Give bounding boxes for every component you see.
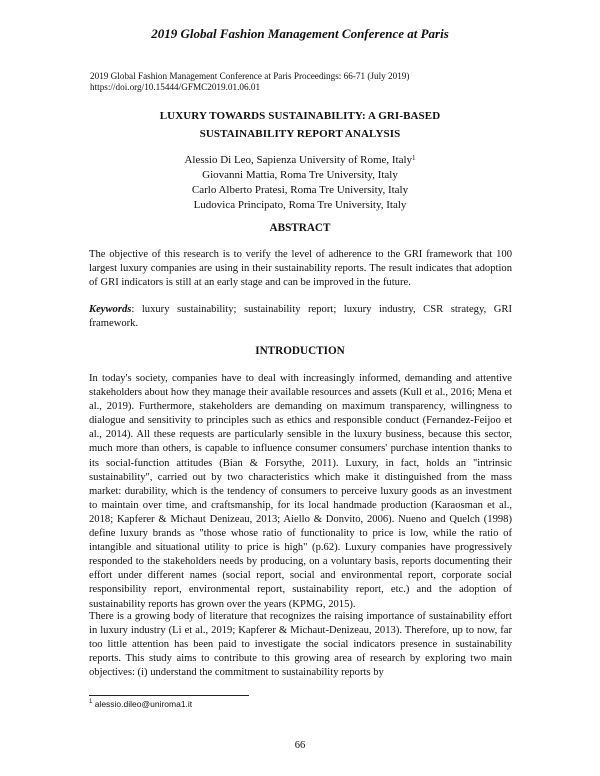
footnote [89, 699, 192, 709]
intro-paragraph-2: There is a growing body of literature that recognizes the raising importance of sustainability effort in luxury industry (Li et al., 2019; Kapferer & Michaut-Denizeau, 2013). Therefore, up to now, far too little attention has been paid to investigate the social indicators presence in sustainability reports. This study aims to contribute to this growing area of research by exploring two main objectives: (i) understand the commitment to sustainability reports by [89, 611, 512, 679]
paper-title [0, 107, 600, 143]
footnote-divider [89, 695, 249, 696]
title-line-2: SUSTAINABILITY REPORT ANALYSIS [199, 128, 401, 140]
doi-link[interactable]: https://doi.org/10.15444/GFMC2019.01.06.01 [90, 82, 261, 92]
author-item: Carlo Alberto Pratesi, Roma Tre University, Italy [191, 184, 409, 196]
author-list [0, 153, 600, 213]
keywords [89, 303, 512, 331]
running-header: 2019 Global Fashion Management Conference at Paris [151, 26, 449, 41]
footnote-email[interactable]: alessio.dileo@uniroma1.it [92, 699, 193, 709]
proceedings-citation: 2019 Global Fashion Management Conference at Paris Proceedings: 66-71 (July 2019) [90, 71, 410, 81]
footnote-number: 1 [89, 699, 93, 706]
keywords-text: : luxury sustainability; sustainability report; luxury industry, CSR strategy, GRI framework. [89, 304, 512, 330]
keywords-label: Keywords [89, 304, 132, 315]
title-line-1: LUXURY TOWARDS SUSTAINABILITY: A GRI-BASED [159, 110, 441, 122]
author-item: Ludovica Principato, Roma Tre University, Italy [193, 199, 407, 211]
intro-paragraph-1: In today's society, companies have to deal with increasingly informed, demanding and attentive stakeholders about how they manage their available resources and assets (Kull et al., 2016; Mena et al., 2019). Furthermore, stakeholders are demanding on maximum transparency, willingness to dialogue and sensitivity to principles such as ethics and responsible conduct (Fernandez-Feijoo et al., 2014). All these requests are particularly sensible in the luxury business, because this sector, much more than others, is capable to influence consumer consumers' purchase intention thanks to its social-function attitudes (Bian & Forsythe, 2011). Luxury, in fact, holds an "intrinsic sustainability", carried out by two characteristics which make it distinguished from the mass market: durability, which is the tendency of consumers to perceive luxury goods as an investment to maintain over time, and craftsmanship, for its local handmade production (Karaosman et al., 2018; Kapferer & Michaut Denizeau, 2013; Aiello & Donvito, 2006). Nueno and Quelch (1998) define luxury brands as "those whose ratio of functionality to price is low, while the ratio of intangible and situational utility to price is high" (p.62). Luxury companies have progressively responded to the stakeholders needs by producing, on a voluntary basis, reports documenting their effort under different names (social report, social and environmental report, corporate social responsibility report, environmental report, sustainability report, etc.) and the adoption of sustainability reports has grown over the years (KPMG, 2015). [89, 373, 512, 610]
footnote-marker[interactable]: 1 [412, 154, 416, 162]
introduction-heading: INTRODUCTION [255, 345, 345, 357]
page-number: 66 [294, 740, 306, 751]
abstract-heading: ABSTRACT [269, 222, 331, 234]
author-item: Alessio Di Leo, Sapienza University of Rome, Italy$^1$ [184, 154, 416, 166]
abstract-text: The objective of this research is to verify the level of adherence to the GRI framework that 100 largest luxury companies are using in their sustainability reports. The result indicates that adoption of GRI indicators is still at an early stage and can be improved in the future. [89, 249, 512, 289]
author-item: Giovanni Mattia, Roma Tre University, Italy [202, 169, 398, 181]
